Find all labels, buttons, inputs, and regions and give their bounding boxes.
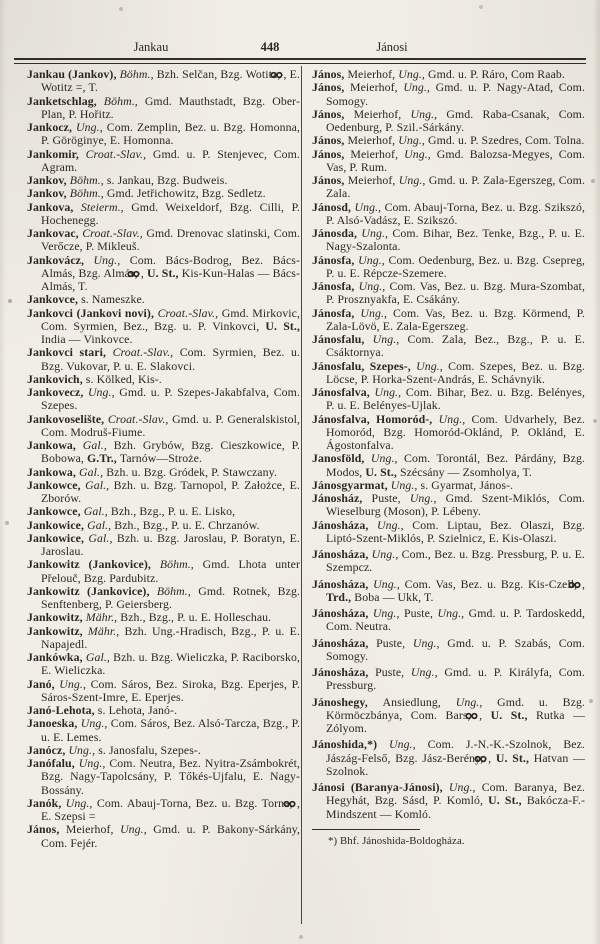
entry-text: Ung.,	[455, 694, 498, 709]
entry-text: Gmd. u. P. Szabás, Com. Somogy.	[326, 635, 585, 663]
entry-headword: Jánosháza,	[312, 606, 373, 620]
entry	[312, 479, 585, 492]
entry-headword: Jánoshegy,	[312, 694, 383, 709]
entry-text: Gmd. Mirkovic, Com. Syrmien, Bez., Bzg. u. P. Vinkovci,	[41, 305, 300, 333]
entry	[27, 797, 300, 824]
footnote-rule	[312, 829, 420, 830]
entry-text: Gmd. Balozsa-Megyes, Com. Vas, P. Rum.	[326, 146, 586, 174]
entry-headword: Janó-Lehota,	[27, 703, 98, 717]
entry-text: Ung.,	[403, 80, 436, 95]
entry-text: Ung.,	[371, 547, 402, 561]
entry	[312, 607, 585, 634]
entry	[312, 781, 585, 821]
entry-headword: Jankowce,	[27, 477, 86, 492]
entry-headword: Jánosháza,	[312, 635, 377, 650]
entry-text: Gmd. u. P. Ráro, Com Raab.	[428, 67, 565, 81]
entry-text: Meierhof,	[347, 67, 399, 81]
entry-text: Puste,	[371, 491, 410, 505]
entry-text: Gmd. Jetřichowitz, Bzg. Sedletz.	[106, 186, 266, 201]
entry-headword: Jankova,	[27, 199, 81, 214]
entry-text: Ung.,	[372, 332, 408, 346]
entry	[27, 95, 300, 122]
entry-text: Gal.,	[79, 464, 107, 479]
entry-text: Com. Neutra, Bez. Nyitra-Zsámbokrét, Bzg. Nagy-Tapolcsány, P. Tőkés-Ujfalu, E. Nagy-Bossány.	[41, 756, 300, 797]
entry-text: s. Gyarmat, János-.	[420, 477, 514, 492]
entry	[312, 81, 585, 108]
entry-text: Gmd. u. P. Zala-Egerszeg, Com. Zala.	[326, 173, 585, 201]
entry-headword: Janketschlag,	[27, 93, 104, 108]
entry-text: Ung.,	[412, 635, 448, 650]
entry-text: Gal.,	[88, 530, 117, 545]
entry-text: Bzh., Bzg., P. u. E. Lisko,	[110, 504, 236, 519]
entry-headword: Jánosgyarmat,	[312, 477, 391, 492]
entry-headword: Jánosd,	[312, 199, 355, 214]
entry-text: Gmd. u. P. Generalskistol, Com. Modruš-Fiume.	[41, 411, 300, 439]
right-column	[312, 68, 585, 848]
entry-text: Böhm.,	[159, 557, 203, 572]
entry-headword: Janócz,	[27, 742, 69, 757]
entry-text: Com. Bács-Bodrog, Bez. Bács-Almás, Bzg. Almás,	[41, 252, 301, 280]
entry-text: Meierhof,	[347, 173, 399, 187]
entry-text: Hatvan — Szolnok.	[326, 750, 585, 778]
entry-text: Com. Bihar, Bez. u. Bzg. Belényes, P. u. E. Belényes-Ujlak.	[326, 385, 585, 413]
entry	[27, 439, 300, 466]
entry-text: Com. Zala, Bez., Bzg., P. u. E. Csáktornya.	[326, 332, 586, 360]
left-column-entries	[27, 68, 300, 850]
entry	[27, 519, 300, 532]
entry-headword: Jankowice,	[27, 517, 88, 532]
entry-headword: Janó,	[27, 676, 60, 691]
entry	[27, 386, 300, 413]
entry-text: Bzh. Grybów, Bzg. Cieszkowice, P. Bobowa,	[41, 438, 300, 466]
entry-text: Com. Vas, Bez. u. Bzg. Körmend, P. Zala-Lövö, E. Zala-Egerszeg.	[326, 305, 585, 333]
entry-headword: Jankowa,	[27, 464, 80, 479]
entry-text: Ung.,	[358, 279, 390, 293]
entry-text: Mähr.,	[87, 623, 125, 638]
entry	[312, 519, 585, 546]
entry-headword: U. St.,	[147, 265, 182, 280]
entry-text: Meierhof,	[353, 106, 411, 121]
entry-text: Gmd. Rotnek, Bzg. Senftenberg, P. Geiersberg.	[41, 583, 301, 611]
entry-text: Szécsány — Zsomholya, T.	[399, 464, 532, 479]
entry	[27, 346, 300, 373]
entry-headword: Jankowitz (Jankovice),	[27, 583, 157, 598]
entry-text: Gmd. u. P. Nagy-Atad, Com. Somogy.	[326, 80, 586, 108]
entry	[312, 201, 585, 228]
entry	[27, 744, 300, 757]
entry	[312, 254, 585, 281]
entry-text: Com. Baranya, Bez. Hegyhát, Bzg. Sásd, P. Komló,	[326, 780, 585, 808]
entry-text: Ung.,	[410, 106, 447, 121]
entry	[312, 492, 585, 519]
entry-headword: Jánosfa,	[312, 279, 359, 293]
entry	[27, 121, 300, 148]
entry-headword: Jánosfa,	[312, 252, 359, 267]
entry-text: Gmd. u. P. Tardoskedd, Com. Neutra.	[326, 606, 585, 634]
entry-text: s. Janosfalu, Szepes-.	[98, 742, 201, 757]
entry-text: Com. J.-N.-K.-Szolnok, Bez. Jászág-Felső, Bzg. Jász-Berény,	[326, 737, 586, 765]
entry	[27, 479, 300, 506]
entry-text: Gmd. Weixeldorf, Bzg. Cilli, P. Hochenegg.	[41, 199, 300, 227]
entry-text: Bzh. Selčan, Bzg. Wotitz,	[156, 67, 284, 81]
entry-text: Ung.,	[120, 822, 154, 837]
entry	[312, 452, 585, 479]
entry-text: Ung.,	[68, 742, 99, 757]
entry-text: Mähr.,	[85, 610, 121, 625]
entry-headword: Jankovich,	[27, 371, 86, 386]
entry-text: Ung.,	[448, 780, 482, 794]
entry-text: Puste,	[376, 635, 413, 650]
page-header	[0, 40, 600, 56]
entry-headword: Jankomir,	[27, 146, 86, 161]
entry-headword: Jankowitz (Jankovice),	[27, 557, 160, 572]
entry-headword: Jánosháza,	[312, 576, 374, 591]
entry	[27, 823, 300, 850]
entry-text: Gmd. u. P. Bakony-Sárkány, Com. Fejér.	[41, 822, 300, 850]
entry-text: Gmd. Lhota unter Přelouč, Bzg. Pardubitz.	[41, 557, 301, 585]
entry-headword: Jankocz,	[27, 120, 77, 134]
entry-text: Gmd. u. P. Szepes-Jakabfalva, Com. Szepes.	[41, 385, 300, 413]
entry-text: s. Nameszke.	[81, 292, 145, 307]
entry-text: Com. Zemplin, Bez. u. Bzg. Homonna, P. Göröginye, E. Homonna.	[41, 120, 301, 148]
entry	[312, 174, 585, 201]
entry	[27, 148, 300, 175]
entry-text: Croat.-Slav.,	[85, 146, 153, 161]
entry-text: Ung.,	[361, 226, 393, 240]
header-right-keyword: Jánosi	[376, 40, 408, 54]
entry-text: Com., Bez. u. Bzg. Pressburg, P. u. E. Szempcz.	[326, 547, 585, 575]
entry-headword: Jankau (Jankov),	[27, 67, 120, 81]
entry-headword: Jánosháza,	[312, 517, 377, 532]
entry-text: Ung.,	[390, 477, 421, 492]
entry-text: Bzh. u. Bzg. Jaroslau, P. Boratyn, E. Jaroslau.	[41, 530, 300, 558]
entry-text: Gmd. Mauthstadt, Bzg. Ober-Plan, P. Hořitz.	[41, 93, 300, 121]
entry-text: India — Vinkovce.	[41, 332, 133, 346]
entry-text: Ung.,	[93, 252, 130, 267]
entry	[27, 678, 300, 705]
entry-text: Ung.,	[370, 451, 404, 466]
entry-text: Ung.,	[437, 606, 469, 620]
entry-text: Com. Vas, Bez. u. Bzg. Mura-Szombat, P. Prosznyakfa, E. Csákány.	[326, 279, 585, 307]
header-page-number: 448	[260, 40, 280, 54]
entry-headword: Janók,	[27, 795, 66, 810]
entry-text: Gal.,	[85, 477, 114, 492]
entry-text: Tarnów—Stroże.	[119, 451, 203, 466]
entry-text: Steierm.,	[80, 199, 132, 214]
entry	[27, 757, 300, 797]
entry	[312, 148, 585, 175]
entry-text: Gal.,	[82, 438, 114, 452]
entry-text: Gmd. u. Bzg. Körmöczbánya, Com. Bars,	[326, 694, 586, 722]
entry	[312, 548, 585, 575]
entry	[27, 651, 300, 678]
entry-headword: Jankov,	[27, 173, 70, 187]
entry-headword: János,	[312, 80, 350, 95]
entry-headword: Jánosi (Baranya-Jánosi),	[312, 780, 449, 794]
header-left-keyword: Jankau	[133, 40, 169, 54]
entry	[27, 413, 300, 440]
entry-text: Com. Abauj-Torna, Bez. u. Bzg. Szikszó, P. Alsó-Vadász, E. Szikszó.	[326, 199, 586, 227]
entry-headword: Jánosfalva,	[312, 385, 375, 399]
entry-text: ,	[140, 265, 147, 280]
entry	[312, 637, 585, 664]
entry-text: Bzh. u. Bzg. Wieliczka, P. Raciborsko, E. Wieliczka.	[41, 650, 300, 678]
entry	[312, 227, 585, 254]
entry-text: Croat.-Slav.,	[82, 226, 147, 240]
entry-headword: Jánosháza,	[312, 665, 376, 679]
entry	[312, 738, 585, 778]
entry-headword: Jankowice,	[27, 530, 89, 545]
column-divider	[301, 66, 302, 924]
entry	[312, 68, 585, 81]
entry	[312, 108, 585, 135]
entry-text: Gmd. u. P. Stenjevec, Com. Agram.	[41, 146, 300, 174]
entry	[312, 360, 585, 387]
entry-text: Kis-Kun-Halas — Bács-Almás, T.	[41, 265, 300, 293]
entry-text: ,	[479, 707, 491, 722]
entry	[27, 373, 300, 386]
entry	[27, 307, 300, 347]
entry-text: Gmd. Drenovac slatinski, Com. Verőcze, P. Mikleuš.	[41, 226, 301, 254]
entry	[27, 227, 300, 254]
entry-headword: Jankov,	[27, 186, 70, 201]
entry-text: Gmd. u. P. Királyfa, Com. Pressburg.	[326, 665, 585, 693]
entry-text: ,	[488, 750, 496, 765]
entry	[27, 68, 300, 95]
entry-text: , E. Wotitz =, T.	[41, 67, 300, 95]
entry-text: Com. Sáros, Bez. Alsó-Tarcza, Bzg., P. u. E. Lemes.	[41, 716, 300, 744]
entry-headword: U. St.,	[495, 750, 534, 765]
entry-headword: Jánosház,	[312, 491, 372, 505]
entry-headword: Jánosfalu,	[312, 332, 373, 346]
entry-headword: Jankovce,	[27, 292, 82, 307]
entry-text: Böhm.,	[69, 173, 107, 187]
entry-headword: Jankovecz,	[27, 385, 88, 399]
entry-headword: Jánosfalva, Homoród-,	[312, 411, 439, 426]
entry	[312, 696, 585, 736]
entry-headword: Janófalu,	[27, 756, 79, 770]
entry	[312, 413, 585, 453]
entry	[27, 254, 300, 294]
entry-text: Gal.,	[85, 650, 114, 664]
entry-headword: Jánoshida,*)	[312, 737, 390, 752]
entry-headword: Jankowitz,	[27, 623, 88, 638]
entry	[312, 280, 585, 307]
entry-text: s. Kölked, Kis-.	[85, 371, 162, 386]
entry-headword: Jankowa,	[27, 438, 83, 452]
entry	[27, 466, 300, 479]
entry-headword: János,	[312, 133, 348, 148]
entry-text: Puste,	[375, 665, 411, 679]
entry-text: Gmd. Raba-Csanak, Com. Oedenburg, P. Szil.-Sárkány.	[326, 106, 586, 134]
entry-text: Com. Abauj-Torna, Bez. u. Bzg. Torna,	[96, 795, 297, 810]
entry-headword: Jankovac,	[27, 226, 83, 240]
entry-text: Gmd. u. P. Szedres, Com. Tolna.	[428, 133, 585, 148]
entry-text: Böhm.,	[156, 583, 199, 598]
entry-text: Meierhof,	[349, 80, 404, 95]
entry	[312, 386, 585, 413]
entry-text: , E. Szepsi =	[41, 795, 300, 823]
entry-text: Ung.,	[358, 252, 389, 267]
entry-text: Ung.,	[59, 676, 91, 691]
entry-text: Bzh. u. Bzg. Gródek, P. Stawczany.	[106, 464, 277, 479]
entry	[27, 625, 300, 652]
paper-speckles	[0, 0, 2, 2]
entry-headword: Jánosháza,	[312, 547, 372, 561]
entry	[27, 174, 300, 187]
entry-headword: Trd.,	[326, 589, 355, 604]
entry-text: Böhm.,	[69, 186, 107, 201]
entry-text: Com. Szepes, Bez. u. Bzg. Löcse, P. Horka-Szent-András, E. Schávnyik.	[326, 358, 585, 386]
entry	[27, 187, 300, 200]
entry-text: Bzh. u. Bzg. Tarnopol, P. Założce, E. Zborów.	[41, 477, 300, 505]
entry-headword: Jankówka,	[27, 650, 86, 664]
entry-headword: U. St.,	[488, 793, 527, 808]
entry-headword: U. St.,	[365, 464, 400, 479]
entry	[312, 666, 585, 693]
entry-text: Ung.,	[398, 173, 429, 187]
entry-headword: Jankowitz,	[27, 610, 86, 625]
entry-headword: János,	[312, 146, 351, 161]
entry-text: Croat.-Slav.,	[107, 411, 173, 426]
entry-headword: János,	[312, 67, 348, 81]
entry-text: Com. Syrmien, Bez. u. Bzg. Vukovar, P. u. E. Slakovci.	[41, 345, 301, 373]
header-rule	[14, 58, 586, 64]
entry	[312, 134, 585, 147]
entry-text: Gal.,	[87, 517, 115, 532]
entry-text: Ung.,	[398, 133, 429, 148]
entry-headword: G.Tr.,	[87, 451, 120, 466]
entry-text: Com. Torontál, Bez. Párdány, Bzg. Modos,	[326, 451, 586, 479]
entry-text: Ung.,	[376, 517, 413, 532]
entry-text: Croat.-Slav.,	[112, 345, 180, 360]
entry-text: s. Lehota, Janó-.	[97, 703, 178, 717]
entry-text: Bzh., Bzg., P. u. E. Holleschau.	[120, 610, 272, 625]
entry-text: Rutka — Zólyom.	[326, 707, 586, 735]
entry-text: Bakócza-F.-Mindszent — Komló.	[326, 793, 585, 821]
entry	[312, 578, 585, 605]
entry-text: Com. Bihar, Bez. Tenke, Bzg., P. u. E. Nagy-Szalonta.	[326, 226, 586, 254]
entry-text: Gmd. Szent-Miklós, Com. Wieselburg (Moson), P. Lébeny.	[326, 491, 586, 519]
entry	[312, 307, 585, 334]
entry-headword: Jankowce,	[27, 504, 84, 519]
entry-headword: Jankovácz,	[27, 252, 94, 267]
entry-headword: Jánosfa,	[312, 305, 361, 320]
entry	[27, 558, 300, 585]
entry-headword: Jankovci stari,	[27, 345, 113, 360]
entry-headword: János,	[312, 106, 354, 121]
entry	[27, 717, 300, 744]
entry-text: ,	[581, 576, 585, 591]
left-column	[27, 68, 300, 850]
entry-text: Ung.,	[76, 120, 107, 134]
entry-headword: Janoeska,	[27, 716, 81, 731]
entry-text: Meierhof,	[347, 133, 399, 148]
entry-text: Com. Udvarhely, Bez. Homoród, Bzg. Homoród-Oklánd, P. Oklánd, E. Ágostonfalva.	[326, 411, 586, 452]
entry-text: Böhm.,	[103, 93, 145, 108]
entry-text: Ung.,	[354, 199, 385, 214]
entry-text: Ung.,	[438, 411, 472, 426]
footnote: *) Bhf. Jánoshida-Boldogháza.	[328, 834, 465, 847]
entry-text: s. Jankau, Bzg. Budweis.	[106, 173, 228, 187]
entry-text: Meierhof,	[65, 822, 121, 837]
entry-text: Ung.,	[80, 716, 111, 731]
entry-text: Com. Oedenburg, Bez. u. Bzg. Csepreg, P. u. E. Répcze-Szemere.	[326, 252, 585, 280]
entry-text: Ung.,	[87, 385, 120, 399]
entry-headword: Janosföld,	[312, 451, 371, 466]
right-column-entries	[312, 68, 585, 821]
entry-text: Böhm.,	[119, 67, 157, 81]
entry-text: Ung.,	[78, 756, 110, 770]
entry-text: Bzh. Ung.-Hradisch, Bzg., P. u. E. Napajedl.	[41, 623, 300, 651]
entry-text: Croat.-Slav.,	[157, 305, 222, 320]
entry	[27, 505, 300, 518]
entry-text: Ung.,	[374, 385, 406, 399]
entry-headword: U. St.,	[265, 318, 300, 333]
entry-text: Com. Liptau, Bez. Olaszi, Bzg. Liptó-Szent-Miklós, P. Szielnicz, E. Kis-Olaszi.	[326, 517, 586, 545]
entry-text: Ung.,	[416, 358, 449, 373]
entry-text: Ung.,	[373, 576, 405, 591]
entry-text: Ung.,	[410, 665, 445, 679]
entry-text: Com. Vas, Bez. u. Bzg. Kis-Czell,	[404, 576, 582, 591]
entry-text: Boba — Ukk, T.	[354, 589, 434, 604]
entry-headword: Jánosfalu, Szepes-,	[312, 358, 417, 373]
entry-text: Ung.,	[372, 606, 404, 620]
entry	[27, 201, 300, 228]
entry-text: Ansiedlung,	[382, 694, 456, 709]
entry-text: Ung.,	[65, 795, 97, 810]
entry-text: Ung.,	[409, 491, 446, 505]
entry-headword: Jankovoselište,	[27, 411, 108, 426]
entry-text: Ung.,	[398, 67, 429, 81]
entry-text: Bzh., Bzg., P. u. E. Chrzanów.	[114, 517, 260, 532]
entry-headword: János,	[27, 822, 66, 837]
entry	[27, 585, 300, 612]
entry-text: Meierhof,	[350, 146, 405, 161]
entry	[27, 293, 300, 306]
entry-headword: U. St.,	[490, 707, 536, 722]
entry-text: Ung.,	[389, 737, 428, 752]
entry-text: Com. Sáros, Bez. Siroka, Bzg. Eperjes, P. Sáros-Szent-Imre, E. Eperjes.	[41, 676, 300, 704]
entry-text: Ung.,	[404, 146, 437, 161]
entry-headword: Jánosda,	[312, 226, 362, 240]
entry-headword: János,	[312, 173, 348, 187]
entry	[312, 333, 585, 360]
entry	[27, 611, 300, 624]
entry-text: Puste,	[403, 606, 438, 620]
entry	[27, 704, 300, 717]
entry-text: Gal.,	[83, 504, 111, 519]
entry-headword: Jankovci (Jankovi novi),	[27, 305, 158, 320]
entry-text: Ung.,	[360, 305, 394, 320]
entry	[27, 532, 300, 559]
